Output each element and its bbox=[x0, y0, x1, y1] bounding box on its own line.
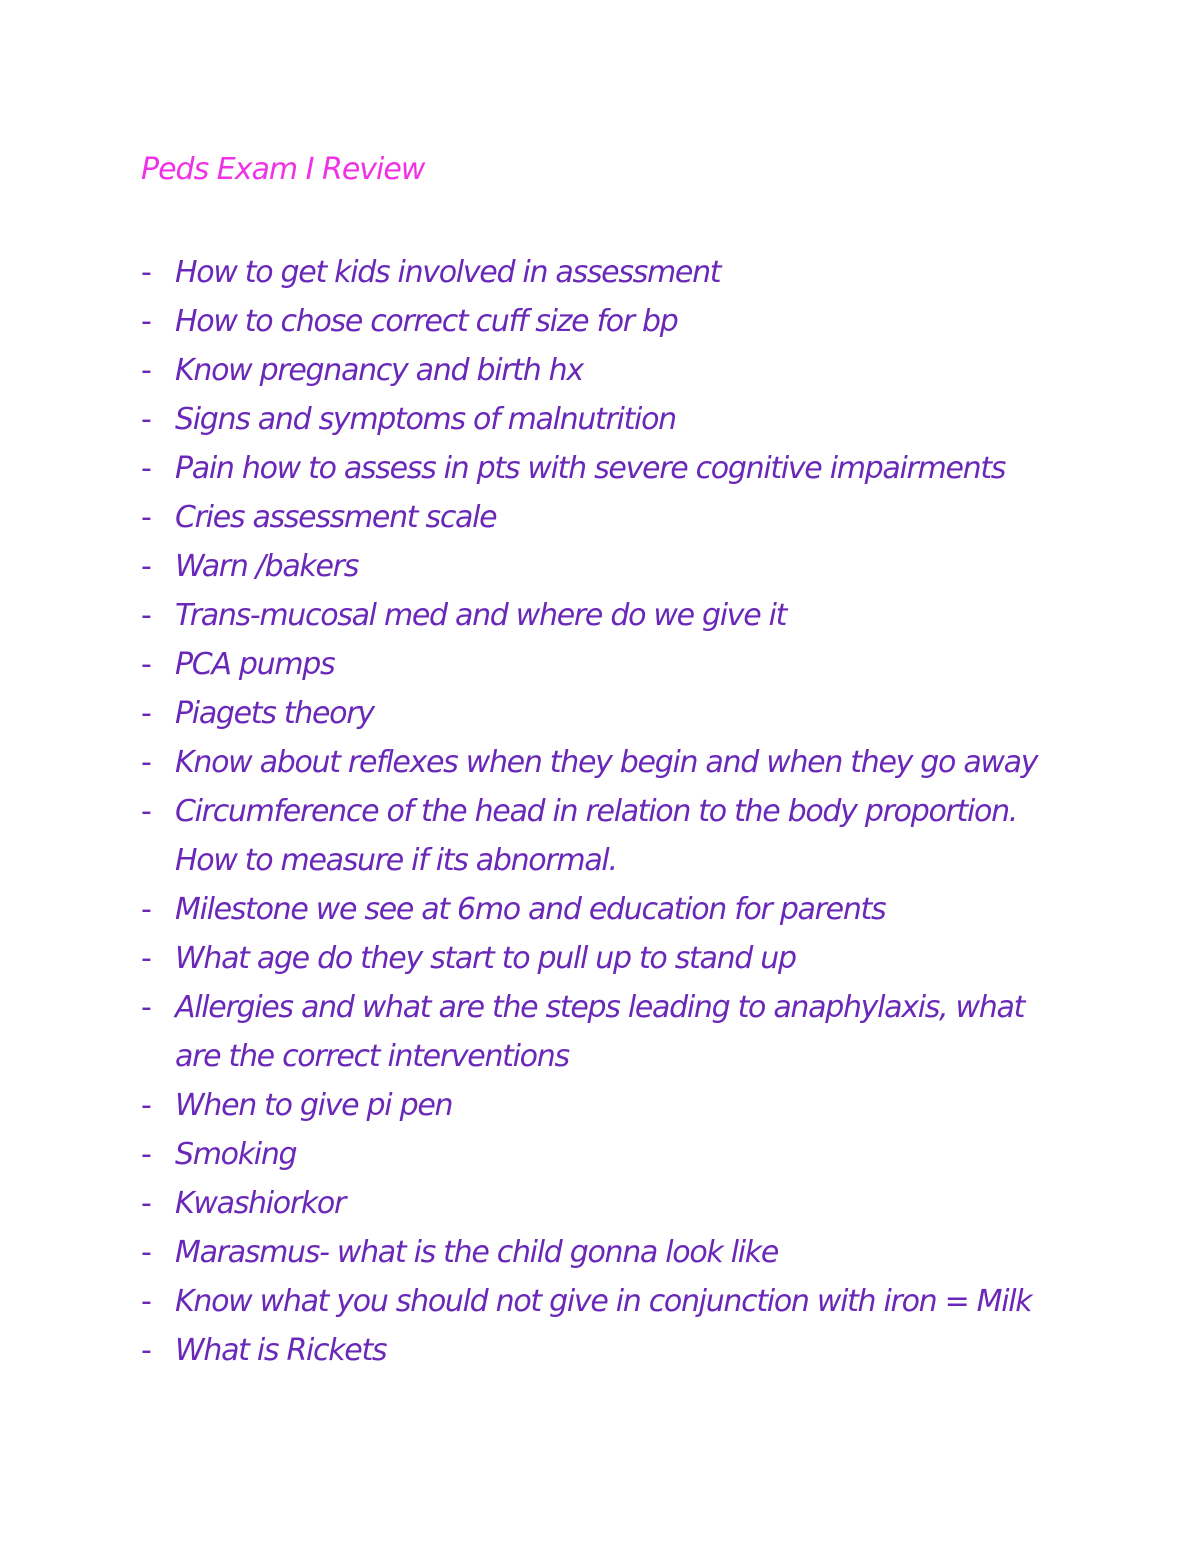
bullet-dash: - bbox=[141, 1235, 152, 1270]
list-item-text: Know pregnancy and birth hx bbox=[175, 353, 583, 388]
bullet-dash: - bbox=[141, 696, 152, 731]
bullet-dash: - bbox=[141, 549, 152, 584]
list-item-text: Pain how to assess in pts with severe cognitive impairments bbox=[175, 451, 1006, 486]
list-item-text: Know what you should not give in conjunction with iron = Milk bbox=[175, 1284, 1032, 1319]
list-item bbox=[141, 1277, 1071, 1326]
list-item-text: Warn /bakers bbox=[175, 549, 359, 584]
list-item-text: Smoking bbox=[175, 1137, 297, 1172]
bullet-dash: - bbox=[141, 1088, 152, 1123]
bullet-dash: - bbox=[141, 1284, 152, 1319]
list-item bbox=[141, 493, 1071, 542]
bullet-dash: - bbox=[141, 745, 152, 780]
list-item-text: PCA pumps bbox=[175, 647, 335, 682]
list-item bbox=[141, 1326, 1071, 1375]
bullet-dash: - bbox=[141, 255, 152, 290]
list-item bbox=[141, 542, 1071, 591]
list-item bbox=[141, 346, 1071, 395]
bullet-dash: - bbox=[141, 451, 152, 486]
list-item bbox=[141, 591, 1071, 640]
list-item bbox=[141, 1179, 1071, 1228]
list-item bbox=[141, 248, 1071, 297]
bullet-dash: - bbox=[141, 598, 152, 633]
list-item bbox=[141, 885, 1071, 934]
list-item-text: What is Rickets bbox=[175, 1333, 387, 1368]
list-item bbox=[141, 444, 1071, 493]
list-item-text: Kwashiorkor bbox=[175, 1186, 346, 1221]
list-item-text: Piagets theory bbox=[175, 696, 374, 731]
bullet-dash: - bbox=[141, 1137, 152, 1172]
list-item-text: How to get kids involved in assessment bbox=[175, 255, 721, 290]
list-item bbox=[141, 1081, 1071, 1130]
review-list bbox=[141, 248, 1071, 1375]
bullet-dash: - bbox=[141, 941, 152, 976]
list-item-text: When to give pi pen bbox=[175, 1088, 453, 1123]
list-item bbox=[141, 689, 1071, 738]
list-item-text: How to chose correct cuff size for bp bbox=[175, 304, 678, 339]
bullet-dash: - bbox=[141, 353, 152, 388]
list-item-text: Cries assessment scale bbox=[175, 500, 497, 535]
list-item-text: Trans-mucosal med and where do we give it bbox=[175, 598, 787, 633]
list-item bbox=[141, 983, 1071, 1081]
list-item-text: Signs and symptoms of malnutrition bbox=[175, 402, 676, 437]
list-item bbox=[141, 934, 1071, 983]
bullet-dash: - bbox=[141, 794, 152, 829]
list-item bbox=[141, 297, 1071, 346]
bullet-dash: - bbox=[141, 1333, 152, 1368]
bullet-dash: - bbox=[141, 1186, 152, 1221]
bullet-dash: - bbox=[141, 500, 152, 535]
bullet-dash: - bbox=[141, 892, 152, 927]
list-item bbox=[141, 1228, 1071, 1277]
page-title: Peds Exam I Review bbox=[141, 152, 425, 187]
list-item-text: Know about reflexes when they begin and when they go away bbox=[175, 745, 1038, 780]
list-item bbox=[141, 738, 1071, 787]
bullet-dash: - bbox=[141, 304, 152, 339]
list-item bbox=[141, 787, 1071, 885]
list-item-text: What age do they start to pull up to stand up bbox=[175, 941, 796, 976]
list-item bbox=[141, 640, 1071, 689]
bullet-dash: - bbox=[141, 990, 152, 1025]
list-item bbox=[141, 395, 1071, 444]
list-item-text: Circumference of the head in relation to the body proportion. How to measure if its abnormal. bbox=[175, 794, 1018, 878]
list-item-text: Marasmus- what is the child gonna look like bbox=[175, 1235, 779, 1270]
bullet-dash: - bbox=[141, 402, 152, 437]
list-item-text: Allergies and what are the steps leading to anaphylaxis, what are the correct interventions bbox=[175, 990, 1025, 1074]
list-item bbox=[141, 1130, 1071, 1179]
bullet-dash: - bbox=[141, 647, 152, 682]
list-item-text: Milestone we see at 6mo and education for parents bbox=[175, 892, 886, 927]
